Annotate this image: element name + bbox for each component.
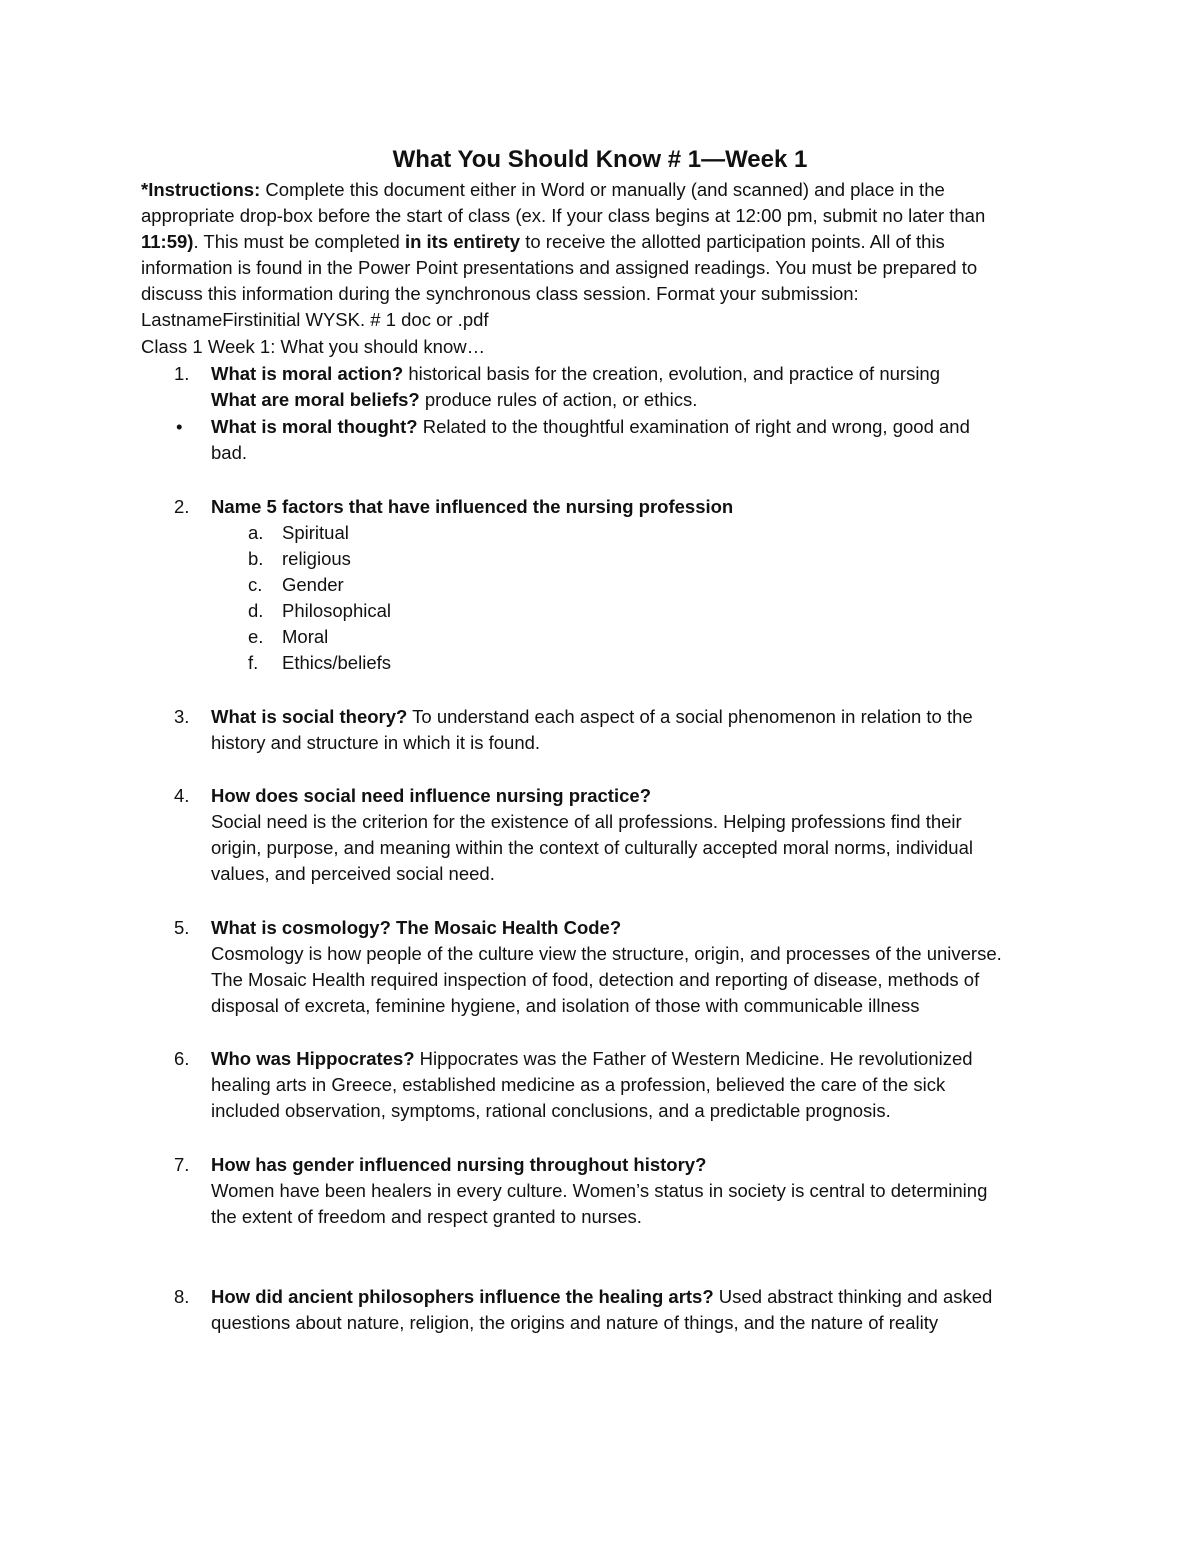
q2-item: Gender: [282, 574, 344, 595]
instructions-line-2: appropriate drop-box before the start of class (ex. If your class begins at 12:00 pm, submit no later than: [141, 205, 986, 226]
instructions-line-6: LastnameFirstinitial WYSK. # 1 doc or .pdf: [141, 309, 489, 330]
q2-item: Ethics/beliefs: [282, 652, 391, 673]
q1-line-2: [211, 387, 697, 413]
q1-question-3: What is moral thought?: [211, 416, 418, 437]
q2-item-letter: a.: [248, 522, 264, 543]
instructions-line-3: [141, 229, 945, 255]
q4-answer-1: Social need is the criterion for the existence of all professions. Helping professions find their: [211, 811, 962, 832]
q4-number: 4.: [174, 785, 190, 806]
q2-question: Name 5 factors that have influenced the nursing profession: [211, 496, 734, 517]
entirety-bold: in its entirety: [404, 231, 521, 252]
instructions-line-1: [141, 177, 945, 203]
q7-answer-1: Women have been healers in every culture. Women’s status in society is central to determining: [211, 1180, 988, 1201]
instructions-line-4: information is found in the Power Point presentations and assigned readings. You must be prepared to: [141, 257, 978, 278]
q8-question: How did ancient philosophers influence the healing arts?: [211, 1286, 714, 1307]
q6-question: Who was Hippocrates?: [211, 1048, 415, 1069]
q1-question-2: What are moral beliefs?: [211, 389, 420, 410]
q5-answer-1: Cosmology is how people of the culture view the structure, origin, and processes of the universe.: [211, 943, 1002, 964]
q3-line-1: [211, 704, 973, 730]
q3-answer: To understand each aspect of a social phenomenon in relation to the: [407, 706, 973, 727]
q1-answer: historical basis for the creation, evolution, and practice of nursing: [403, 363, 941, 384]
q1-line-3: [211, 414, 970, 440]
q4-answer-2: origin, purpose, and meaning within the context of culturally accepted moral norms, individual: [211, 837, 973, 858]
q1-number: 1.: [174, 363, 190, 384]
q2-item-letter: c.: [248, 574, 263, 595]
q8-number: 8.: [174, 1286, 190, 1307]
subheading: Class 1 Week 1: What you should know…: [141, 336, 486, 357]
instructions-line-5: discuss this information during the synchronous class session. Format your submission:: [141, 283, 859, 304]
q2-item-letter: e.: [248, 626, 264, 647]
q4-answer-3: values, and perceived social need.: [211, 863, 495, 884]
q6-answer-2: healing arts in Greece, established medicine as a profession, believed the care of the sick: [211, 1074, 946, 1095]
q5-number: 5.: [174, 917, 190, 938]
deadline-bold: 11:59): [141, 231, 194, 252]
q2-item-letter: d.: [248, 600, 264, 621]
instructions-text-3b: to receive the allotted participation points. All of this: [520, 231, 945, 252]
q6-answer: Hippocrates was the Father of Western Medicine. He revolutionized: [414, 1048, 973, 1069]
q7-question: How has gender influenced nursing throughout history?: [211, 1154, 707, 1175]
q4-question: How does social need influence nursing practice?: [211, 785, 651, 806]
q6-number: 6.: [174, 1048, 190, 1069]
q1-question: What is moral action?: [211, 363, 404, 384]
q7-answer-2: the extent of freedom and respect granted to nurses.: [211, 1206, 642, 1227]
q1-answer-2: produce rules of action, or ethics.: [419, 389, 698, 410]
q3-number: 3.: [174, 706, 190, 727]
q2-item-letter: f.: [248, 652, 259, 673]
instructions-label: *Instructions:: [141, 179, 261, 200]
instructions-text-3a: . This must be completed: [193, 231, 405, 252]
q8-answer-2: questions about nature, religion, the origins and nature of things, and the nature of reality: [211, 1312, 939, 1333]
q8-line-1: [211, 1284, 992, 1310]
bullet-icon: •: [176, 416, 183, 437]
q1-line-4: bad.: [211, 442, 248, 463]
q6-answer-3: included observation, symptoms, rational conclusions, and a predictable prognosis.: [211, 1100, 891, 1121]
q2-item: religious: [282, 548, 351, 569]
q2-item-letter: b.: [248, 548, 264, 569]
page-title: What You Should Know # 1—Week 1: [392, 146, 808, 173]
q6-line-1: [211, 1046, 973, 1072]
q3-question: What is social theory?: [211, 706, 408, 727]
q2-item: Spiritual: [282, 522, 349, 543]
instructions-text-1: Complete this document either in Word or manually (and scanned) and place in the: [260, 179, 945, 200]
q2-number: 2.: [174, 496, 190, 517]
q2-item: Moral: [282, 626, 329, 647]
q1-answer-3: Related to the thoughtful examination of right and wrong, good and: [417, 416, 970, 437]
q5-answer-3: disposal of excreta, feminine hygiene, and isolation of those with communicable illness: [211, 995, 920, 1016]
q2-item: Philosophical: [282, 600, 392, 621]
q7-number: 7.: [174, 1154, 190, 1175]
q5-answer-2: The Mosaic Health required inspection of food, detection and reporting of disease, methods of: [211, 969, 980, 990]
q8-answer: Used abstract thinking and asked: [713, 1286, 993, 1307]
q3-line-2: history and structure in which it is found.: [211, 732, 541, 753]
q1-line-1: [211, 361, 940, 387]
q5-question: What is cosmology? The Mosaic Health Code?: [211, 917, 622, 938]
